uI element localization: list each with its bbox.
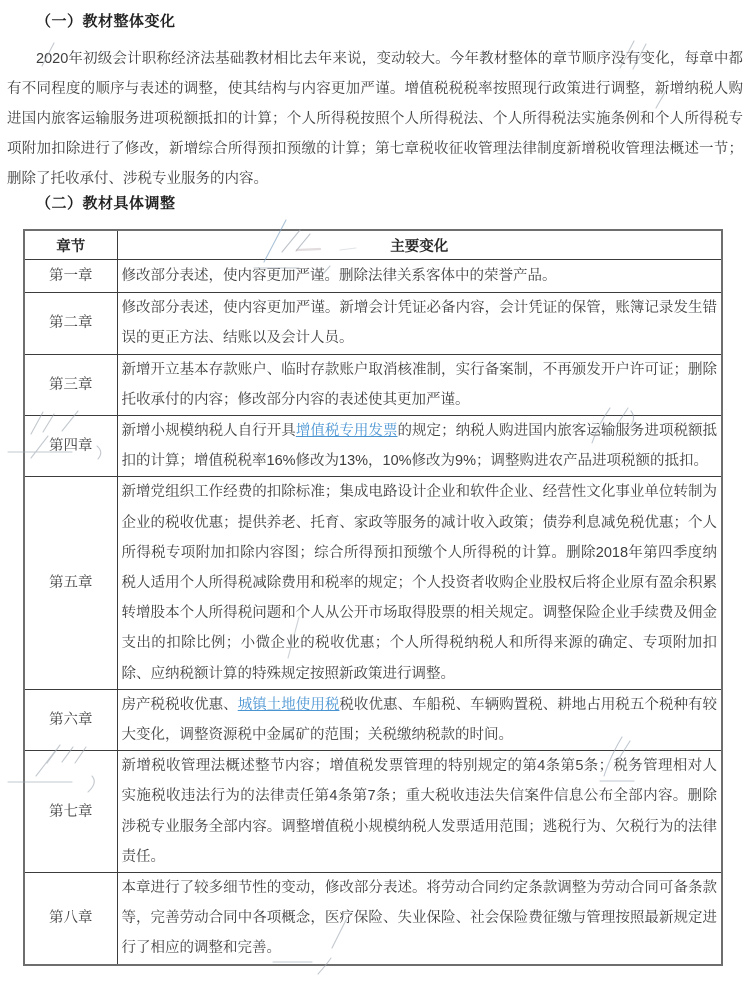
table-row xyxy=(24,689,722,750)
inline-link[interactable]: 增值税专用发票 xyxy=(295,423,398,440)
changes-cell: 修改部分表述，使内容更加严谨。删除法律关系客体中的荣誉产品。 xyxy=(117,260,722,293)
table-row xyxy=(24,293,722,354)
table-row xyxy=(24,354,722,415)
chapter-cell: 第四章 xyxy=(24,416,117,477)
changes-cell: 新增党组织工作经费的扣除标准；集成电路设计企业和软件企业、经营性文化事业单位转制为企业的税收优惠；提供养老、托育、家政等服务的减计收入政策；债券利息减免税优惠；个人所得税专项附加扣除内容图；综合所得预扣预缴个人所得税的计算。删除2018年第四季度纳税人适用个人所得税减除费用和税率的规定；个人投资者收购企业股权后将企业原有盈余积累转增股本个人所得税问题和个人从公开市场取得股票的相关规定。调整保险企业手续费及佣金支出的扣除比例；小微企业的税收优惠；个人所得税纳税人和所得来源的确定、专项附加扣除、应纳税额计算的特殊规定按照新政策进行调整。 xyxy=(117,477,722,689)
changes-table-body xyxy=(24,260,722,965)
chapter-cell: 第六章 xyxy=(24,689,117,750)
chapter-cell: 第三章 xyxy=(24,354,117,415)
section1-heading: （一）教材整体变化 xyxy=(36,13,176,30)
changes-cell: 新增开立基本存款账户、临时存款账户取消核准制，实行备案制，不再颁发开户许可证；删除托收承付的内容；修改部分内容的表述使其更加严谨。 xyxy=(117,354,722,415)
column-header-chapter: 章节 xyxy=(24,230,117,260)
changes-cell: 修改部分表述，使内容更加严谨。新增会计凭证必备内容，会计凭证的保管，账簿记录发生错误的更正方法、结账以及会计人员。 xyxy=(117,293,722,354)
table-row xyxy=(24,873,722,965)
chapter-cell: 第七章 xyxy=(24,751,117,873)
changes-table xyxy=(23,229,723,966)
table-header-row xyxy=(24,230,722,260)
chapter-cell: 第八章 xyxy=(24,873,117,965)
section2-heading: （二）教材具体调整 xyxy=(36,195,176,212)
changes-cell: 本章进行了较多细节性的变动，修改部分表述。将劳动合同约定条款调整为劳动合同可备条款等，完善劳动合同中各项概念，医疗保险、失业保险、社会保险费征缴与管理按照最新规定进行了相应的调整和完善。 xyxy=(117,873,722,965)
table-row xyxy=(24,477,722,689)
changes-cell: 新增小规模纳税人自行开具增值税专用发票的规定；纳税人购进国内旅客运输服务进项税额抵扣的计算；增值税税率16%修改为13%，10%修改为9%；调整购进农产品进项税额的抵扣。 xyxy=(117,416,722,477)
table-row xyxy=(24,416,722,477)
chapter-cell: 第一章 xyxy=(24,260,117,293)
inline-link[interactable]: 城镇土地使用税 xyxy=(237,696,340,713)
table-row xyxy=(24,751,722,873)
changes-cell: 新增税收管理法概述整节内容；增值税发票管理的特别规定的第4条第5条；税务管理相对人实施税收违法行为的法律责任第4条第7条；重大税收违法失信案件信息公布全部内容。删除涉税专业服务全部内容。调整增值税小规模纳税人发票适用范围；逃税行为、欠税行为的法律责任。 xyxy=(117,751,722,873)
changes-cell: 房产税税收优惠、城镇土地使用税税收优惠、车船税、车辆购置税、耕地占用税五个税种有较大变化，调整资源税中金属矿的范围；关税缴纳税款的时间。 xyxy=(117,689,722,750)
table-row xyxy=(24,260,722,293)
chapter-cell: 第五章 xyxy=(24,477,117,689)
section1-paragraph: 2020年初级会计职称经济法基础教材相比去年来说，变动较大。今年教材整体的章节顺序没有变化，每章中都有不同程度的顺序与表述的调整，使其结构与内容更加严谨。增值税税税率按照现行政策进行调整，新增纳税人购进国内旅客运输服务进项税额抵扣的计算；个人所得税按照个人所得税法、个人所得税法实施条例和个人所得税专项附加扣除进行了修改，新增综合所得预扣预缴的计算；第七章税收征收管理法律制度新增税收管理法概述一节；删除了托收承付、涉税专业服务的内容。 xyxy=(7,51,743,187)
chapter-cell: 第二章 xyxy=(24,293,117,354)
column-header-changes: 主要变化 xyxy=(117,230,722,260)
